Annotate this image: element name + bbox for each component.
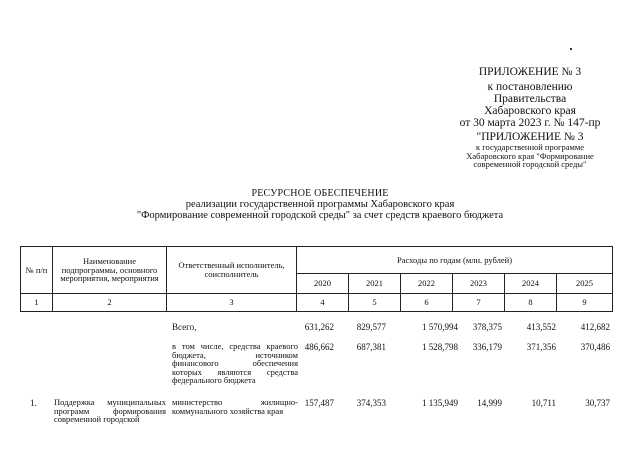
- col-num-8: 8: [505, 294, 557, 312]
- row-value-2020: 486,662: [304, 342, 334, 352]
- year-2020: 2020: [297, 274, 349, 294]
- appendix-line-2: Правительства: [493, 93, 567, 106]
- row-exec: министерство жилищно-коммунального хозяйства края: [172, 397, 298, 416]
- appendix-sub-2: Хабаровского края "Формирование: [466, 150, 594, 161]
- row-value-2022: 1 570,994: [422, 322, 458, 332]
- row-value-2024: 413,552: [526, 322, 556, 332]
- header-exec: Ответственный исполнитель, соисполнитель: [167, 247, 297, 294]
- row-value-2022: 1 135,949: [422, 398, 458, 408]
- year-2022: 2022: [401, 274, 453, 294]
- year-2021: 2021: [349, 274, 401, 294]
- row-value-2024: 10,711: [531, 398, 556, 408]
- appendix-sub-3: современной городской среды": [473, 159, 587, 170]
- row-value-2021: 374,353: [356, 398, 386, 408]
- year-2025: 2025: [557, 274, 613, 294]
- col-num-1: 1: [21, 294, 53, 312]
- header-name: Наименование подпрограммы, основного мероприятия, мероприятия: [53, 247, 167, 294]
- col-num-4: 4: [297, 294, 349, 312]
- year-2023: 2023: [453, 274, 505, 294]
- header-expenses: Расходы по годам (млн. рублей): [297, 247, 613, 274]
- appendix-line-3: Хабаровского края: [484, 105, 576, 118]
- col-num-6: 6: [401, 294, 453, 312]
- resources-table-header: [20, 246, 613, 312]
- heading-line-1: реализации государственной программы Хабаровского края: [185, 199, 455, 210]
- row-value-2024: 371,356: [526, 342, 556, 352]
- row-value-2020: 157,487: [304, 398, 334, 408]
- appendix-block: [430, 66, 630, 169]
- appendix-title-2: "ПРИЛОЖЕНИЕ № 3: [476, 131, 584, 144]
- col-num-7: 7: [453, 294, 505, 312]
- col-num-5: 5: [349, 294, 401, 312]
- appendix-line-1: к постановлению: [487, 81, 573, 94]
- heading-line-2: "Формирование современной городской среды" за счет средств краевого бюджета: [136, 210, 504, 222]
- row-value-2020: 631,262: [304, 322, 334, 332]
- row-name: Поддержка муниципальных программ формирования современной городской: [54, 397, 166, 424]
- col-num-9: 9: [557, 294, 613, 312]
- row-value-2025: 30,737: [585, 398, 610, 408]
- row-value-2025: 370,486: [580, 342, 610, 352]
- scan-speck: [570, 48, 572, 50]
- appendix-title: ПРИЛОЖЕНИЕ № 3: [478, 66, 582, 78]
- col-num-2: 2: [53, 294, 167, 312]
- heading-title: РЕСУРСНОЕ ОБЕСПЕЧЕНИЕ: [251, 188, 389, 199]
- document-heading: [0, 188, 640, 221]
- appendix-sub-1: к государственной программе: [475, 142, 585, 153]
- row-value-2023: 14,999: [477, 398, 502, 408]
- col-num-3: 3: [167, 294, 297, 312]
- year-2024: 2024: [505, 274, 557, 294]
- header-num: № п/п: [21, 247, 53, 294]
- row-value-2023: 378,375: [472, 322, 502, 332]
- row-exec: Всего,: [172, 322, 197, 332]
- row-num: 1.: [30, 398, 37, 408]
- row-value-2022: 1 528,798: [422, 342, 458, 352]
- row-exec: в том числе, средства краевого бюджета, источником финансового обеспечения которых являются средства федерального бюджета: [172, 341, 298, 385]
- row-value-2023: 336,179: [472, 342, 502, 352]
- appendix-date: от 30 марта 2023 г. № 147-пр: [459, 117, 601, 130]
- row-value-2021: 687,381: [356, 342, 386, 352]
- row-value-2025: 412,682: [580, 322, 610, 332]
- row-value-2021: 829,577: [356, 322, 386, 332]
